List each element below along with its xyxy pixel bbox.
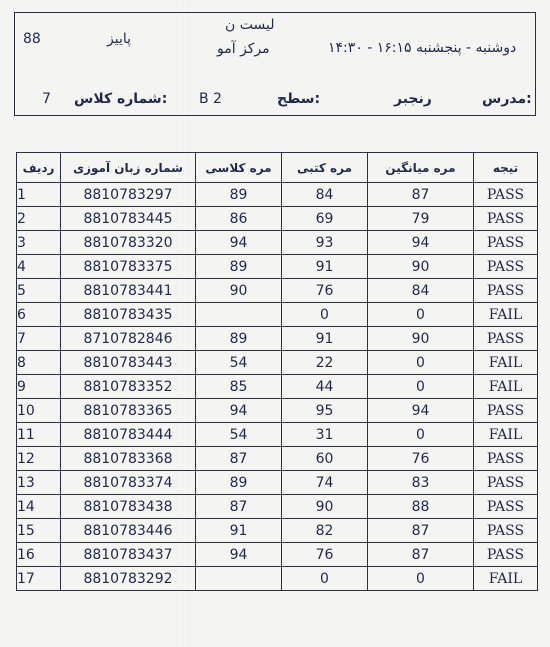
cell-average-score: 83 <box>368 471 474 495</box>
cell-written-score: 90 <box>282 495 368 519</box>
cell-result: PASS <box>474 255 538 279</box>
class-info-header <box>14 12 536 116</box>
cell-average-score: 0 <box>368 423 474 447</box>
class-schedule: دوشنبه - پنجشنبه ۱۶:۱۵ - ۱۴:۳۰ <box>328 40 517 56</box>
cell-class-score: 89 <box>196 183 282 207</box>
table-row <box>17 519 538 543</box>
cell-student-id: 8810783365 <box>61 399 196 423</box>
cell-row-number: 1 <box>17 183 61 207</box>
table-row <box>17 183 538 207</box>
table-row <box>17 303 538 327</box>
class-level-label: سطح: <box>277 91 321 107</box>
table-row <box>17 543 538 567</box>
cell-class-score: 89 <box>196 255 282 279</box>
cell-average-score: 87 <box>368 183 474 207</box>
cell-class-score: 87 <box>196 447 282 471</box>
cell-student-id: 8810783438 <box>61 495 196 519</box>
table-row <box>17 231 538 255</box>
cell-average-score: 79 <box>368 207 474 231</box>
cell-result: FAIL <box>474 567 538 591</box>
cell-class-score: 86 <box>196 207 282 231</box>
table-row <box>17 351 538 375</box>
table-row <box>17 447 538 471</box>
cell-result: PASS <box>474 543 538 567</box>
cell-written-score: 0 <box>282 567 368 591</box>
cell-written-score: 76 <box>282 543 368 567</box>
header-average-score: مره میانگین <box>368 153 474 183</box>
table-row <box>17 255 538 279</box>
cell-average-score: 90 <box>368 255 474 279</box>
table-row <box>17 399 538 423</box>
cell-result: PASS <box>474 447 538 471</box>
cell-student-id: 8810783352 <box>61 375 196 399</box>
cell-class-score: 54 <box>196 423 282 447</box>
class-number-label: شماره کلاس: <box>74 91 168 107</box>
cell-result: PASS <box>474 279 538 303</box>
header-student-id: شماره زبان آموزی <box>61 153 196 183</box>
cell-class-score <box>196 303 282 327</box>
cell-student-id: 8810783445 <box>61 207 196 231</box>
cell-student-id: 8710782846 <box>61 327 196 351</box>
cell-row-number: 2 <box>17 207 61 231</box>
cell-average-score: 87 <box>368 519 474 543</box>
cell-class-score: 85 <box>196 375 282 399</box>
cell-student-id: 8810783437 <box>61 543 196 567</box>
class-number: 7 <box>42 91 51 107</box>
cell-average-score: 0 <box>368 567 474 591</box>
cell-student-id: 8810783368 <box>61 447 196 471</box>
cell-class-score: 90 <box>196 279 282 303</box>
cell-class-score <box>196 567 282 591</box>
cell-student-id: 8810783374 <box>61 471 196 495</box>
cell-result: FAIL <box>474 423 538 447</box>
class-level: B 2 <box>199 91 222 107</box>
cell-written-score: 74 <box>282 471 368 495</box>
cell-written-score: 22 <box>282 351 368 375</box>
cell-result: FAIL <box>474 303 538 327</box>
cell-row-number: 6 <box>17 303 61 327</box>
cell-row-number: 16 <box>17 543 61 567</box>
teacher-name: رنجبر <box>394 91 432 107</box>
cell-written-score: 91 <box>282 255 368 279</box>
cell-written-score: 0 <box>282 303 368 327</box>
cell-class-score: 91 <box>196 519 282 543</box>
cell-class-score: 54 <box>196 351 282 375</box>
cell-result: PASS <box>474 327 538 351</box>
cell-written-score: 60 <box>282 447 368 471</box>
cell-row-number: 7 <box>17 327 61 351</box>
cell-class-score: 94 <box>196 543 282 567</box>
table-row <box>17 423 538 447</box>
cell-result: PASS <box>474 207 538 231</box>
header-written-score: مره کتبی <box>282 153 368 183</box>
cell-student-id: 8810783444 <box>61 423 196 447</box>
cell-row-number: 17 <box>17 567 61 591</box>
cell-row-number: 8 <box>17 351 61 375</box>
cell-average-score: 0 <box>368 375 474 399</box>
header-result: تیجه <box>474 153 538 183</box>
cell-row-number: 11 <box>17 423 61 447</box>
cell-student-id: 8810783443 <box>61 351 196 375</box>
cell-student-id: 8810783292 <box>61 567 196 591</box>
cell-average-score: 90 <box>368 327 474 351</box>
cell-result: PASS <box>474 471 538 495</box>
table-row <box>17 471 538 495</box>
cell-result: PASS <box>474 399 538 423</box>
cell-result: PASS <box>474 495 538 519</box>
cell-row-number: 3 <box>17 231 61 255</box>
cell-written-score: 76 <box>282 279 368 303</box>
cell-student-id: 8810783375 <box>61 255 196 279</box>
cell-class-score: 94 <box>196 399 282 423</box>
cell-written-score: 95 <box>282 399 368 423</box>
center-name: مرکز آمو <box>217 41 270 57</box>
header-class-score: مره کلاسی <box>196 153 282 183</box>
cell-student-id: 8810783320 <box>61 231 196 255</box>
cell-average-score: 76 <box>368 447 474 471</box>
cell-written-score: 93 <box>282 231 368 255</box>
table-row <box>17 375 538 399</box>
teacher-label: مدرس: <box>482 91 532 107</box>
cell-average-score: 94 <box>368 231 474 255</box>
table-row <box>17 567 538 591</box>
cell-average-score: 88 <box>368 495 474 519</box>
cell-average-score: 84 <box>368 279 474 303</box>
cell-row-number: 15 <box>17 519 61 543</box>
cell-result: PASS <box>474 519 538 543</box>
cell-row-number: 10 <box>17 399 61 423</box>
cell-row-number: 14 <box>17 495 61 519</box>
cell-row-number: 12 <box>17 447 61 471</box>
table-body <box>17 183 538 591</box>
cell-row-number: 5 <box>17 279 61 303</box>
cell-result: PASS <box>474 183 538 207</box>
cell-result: FAIL <box>474 375 538 399</box>
cell-student-id: 8810783446 <box>61 519 196 543</box>
term-code: 88 <box>23 31 41 47</box>
cell-row-number: 4 <box>17 255 61 279</box>
cell-average-score: 0 <box>368 303 474 327</box>
cell-class-score: 89 <box>196 471 282 495</box>
list-title: لیست ن <box>225 17 275 33</box>
cell-student-id: 8810783435 <box>61 303 196 327</box>
cell-class-score: 87 <box>196 495 282 519</box>
cell-written-score: 31 <box>282 423 368 447</box>
table-header-row <box>17 153 538 183</box>
cell-class-score: 94 <box>196 231 282 255</box>
scores-table <box>16 152 538 591</box>
cell-row-number: 9 <box>17 375 61 399</box>
header-row-number: ردیف <box>17 153 61 183</box>
cell-result: PASS <box>474 231 538 255</box>
cell-average-score: 94 <box>368 399 474 423</box>
cell-written-score: 82 <box>282 519 368 543</box>
cell-written-score: 69 <box>282 207 368 231</box>
cell-written-score: 84 <box>282 183 368 207</box>
cell-row-number: 13 <box>17 471 61 495</box>
cell-written-score: 91 <box>282 327 368 351</box>
cell-student-id: 8810783297 <box>61 183 196 207</box>
term-season: پاییز <box>107 31 132 47</box>
cell-average-score: 0 <box>368 351 474 375</box>
cell-student-id: 8810783441 <box>61 279 196 303</box>
cell-class-score: 89 <box>196 327 282 351</box>
cell-average-score: 87 <box>368 543 474 567</box>
table-row <box>17 279 538 303</box>
cell-written-score: 44 <box>282 375 368 399</box>
table-row <box>17 327 538 351</box>
cell-result: FAIL <box>474 351 538 375</box>
table-row <box>17 495 538 519</box>
table-row <box>17 207 538 231</box>
